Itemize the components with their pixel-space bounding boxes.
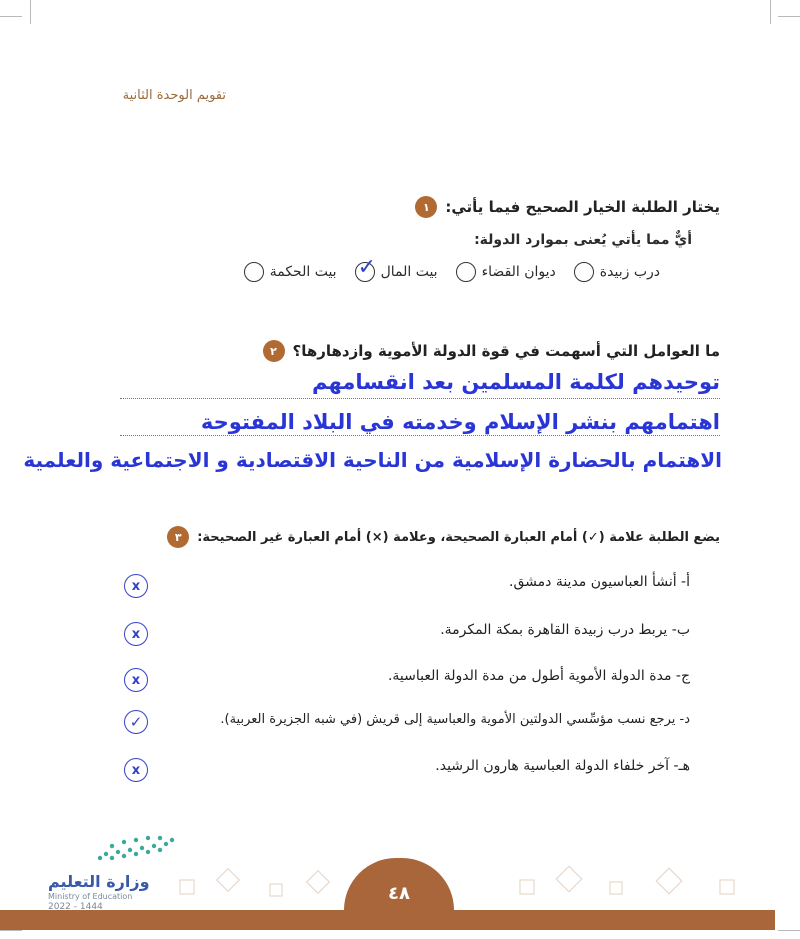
x-mark-icon[interactable]: x [124,758,148,782]
option-item[interactable] [355,255,438,282]
option-item[interactable] [244,262,337,282]
crop-mark [770,0,771,24]
option-label: بيت الحكمة [269,264,337,280]
answer-text[interactable]: توحيدهم لكلمة المسلمين بعد انقسامهم [312,370,720,394]
ministry-emblem-icon [90,832,180,868]
crop-mark [778,930,800,931]
question-sub-prompt: أيٌّ مما يأتي يُعنى بموارد الدولة: [474,232,692,248]
radio-circle[interactable] [456,262,476,282]
question-prompt: ما العوامل التي أسهمت في قوة الدولة الأموية وازدهارها؟ [292,342,720,360]
option-label: ديوان القضاء [481,264,556,280]
radio-circle[interactable] [355,255,376,282]
question-number: ١ [415,196,437,218]
unit-title: تقويم الوحدة الثانية [122,88,226,103]
statement: ب- يربط درب زبيدة القاهرة بمكة المكرمة. [440,622,690,638]
page-number: ٤٨ [344,858,454,910]
answer-text[interactable]: الاهتمام بالحضارة الإسلامية من الناحية الاقتصادية و الاجتماعية والعلمية [23,448,722,472]
check-icon: ✓ [357,255,376,280]
answer-text[interactable]: اهتمامهم بنشر الإسلام وخدمته في البلاد المفتوحة [200,410,720,434]
crop-mark [30,0,31,24]
radio-circle[interactable] [244,262,264,282]
question-number: ٣ [167,526,189,548]
q1-options [244,255,660,282]
question-3 [167,526,720,548]
x-mark-icon[interactable]: x [124,622,148,646]
question-2 [263,340,720,362]
question-prompt: يختار الطلبة الخيار الصحيح فيما يأتي: [445,198,720,216]
ministry-name-ar: وزارة التعليم [48,872,150,891]
ministry-name-en: Ministry of Education [48,892,133,901]
footer-band [0,910,775,930]
statement: أ- أنشأ العباسيون مدينة دمشق. [509,574,690,590]
edition-year: 2022 - 1444 [48,902,103,912]
statement: ج- مدة الدولة الأموية أطول من مدة الدولة العباسية. [387,668,690,684]
option-label: درب زبيدة [599,264,660,280]
statement: هـ- آخر خلفاء الدولة العباسية هارون الرشيد. [435,758,690,774]
statement: د- يرجع نسب مؤسِّسي الدولتين الأموية والعباسية إلى قريش (في شبه الجزيرة العربية). [220,712,690,727]
decorative-pattern [160,850,775,910]
ministry-logo [48,832,188,912]
crop-mark [0,930,22,931]
option-item[interactable] [456,262,556,282]
question-1 [415,196,720,218]
question-prompt: يضع الطلبة علامة (✓) أمام العبارة الصحيحة، وعلامة (×) أمام العبارة غير الصحيحة: [197,529,720,545]
x-mark-icon[interactable]: x [124,574,148,598]
option-label: بيت المال [380,264,438,280]
check-mark-icon[interactable]: ✓ [124,710,148,734]
option-item[interactable] [574,262,660,282]
x-mark-icon[interactable]: x [124,668,148,692]
question-number: ٢ [263,340,285,362]
crop-mark [778,16,800,17]
crop-mark [0,16,22,17]
radio-circle[interactable] [574,262,594,282]
